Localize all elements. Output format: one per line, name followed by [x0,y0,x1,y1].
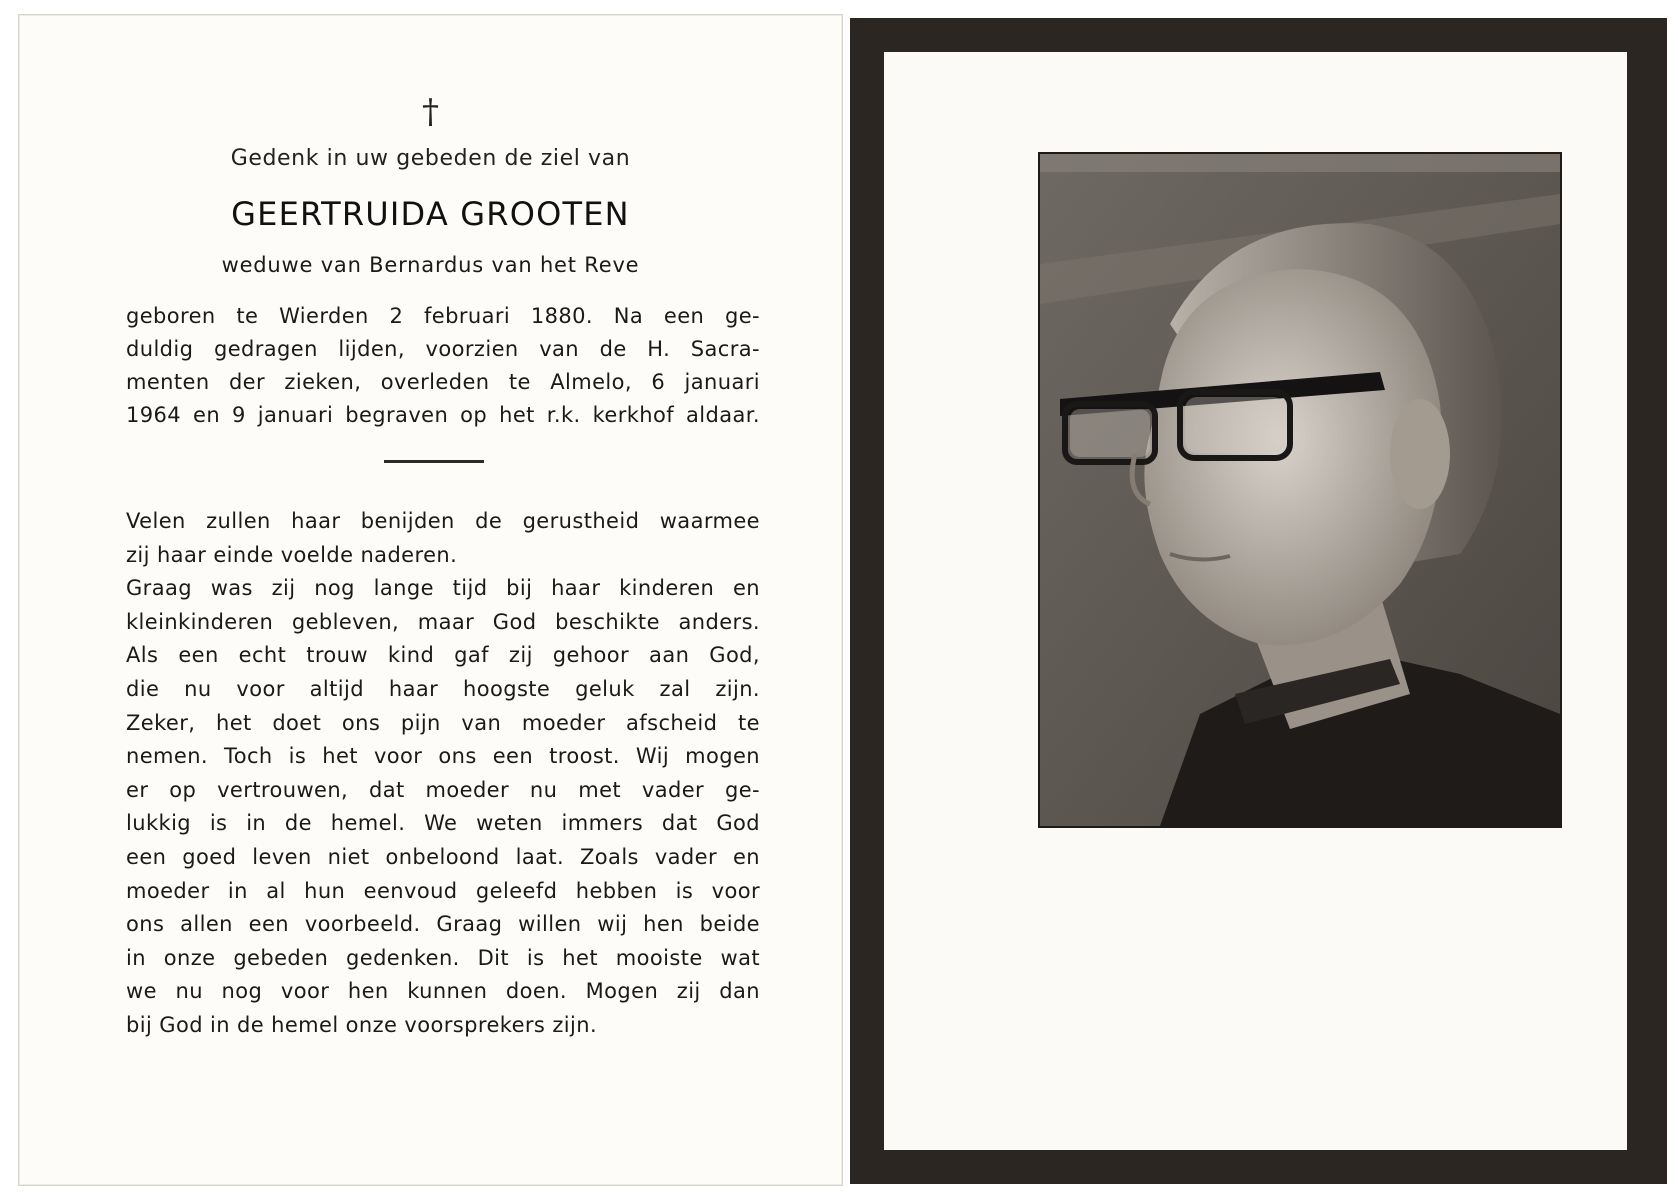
memorial-card-photo-side [850,18,1667,1184]
text-line: bij God in de hemel onze voorsprekers zijn. [126,1012,598,1037]
text-line: lukkig is in de hemel. We weten immers dat God [126,811,760,836]
bio-line: duldig gedragen lijden, voorzien van de H. Sacra- [126,337,760,361]
text-line: kleinkinderen gebleven, maar God beschikte anders. [126,609,760,634]
intro-line: Gedenk in uw gebeden de ziel van [230,146,631,171]
text-line: Zeker, het doet ons pijn van moeder afscheid te [126,710,760,735]
text-line: Graag was zij nog lange tijd bij haar kinderen en [126,576,760,601]
portrait-photo-icon [1040,154,1560,826]
deceased-name: GEERTRUIDA GROOTEN [231,195,630,233]
photo-mat [884,52,1627,1150]
text-line: in onze gebeden gedenken. Dit is het mooiste wat [126,945,760,970]
divider-rule [384,460,484,463]
text-line: Als een echt trouw kind gaf zij gehoor aan God, [126,643,760,668]
text-line: nemen. Toch is het voor ons een troost. Wij mogen [126,744,760,769]
bio-line: menten der zieken, overleden te Almelo, 6 januari [126,370,760,394]
text-line: Velen zullen haar benijden de gerustheid waarmee [126,509,760,533]
memorial-text [126,505,760,1043]
bio-line: geboren te Wierden 2 februari 1880. Na een ge- [126,304,760,328]
text-line: er op vertrouwen, dat moeder nu met vader ge- [126,777,760,802]
biography-paragraph [126,300,760,432]
text-line: een goed leven niet onbeloond laat. Zoals vader en [126,844,760,869]
text-line: die nu voor altijd haar hoogste geluk zal zijn. [126,676,760,701]
text-line: zij haar einde voelde naderen. [126,542,458,567]
text-line: moeder in al hun eenvoud geleefd hebben is voor [126,878,760,903]
portrait-illustration [1040,154,1560,826]
text-line: we nu nog voor hen kunnen doen. Mogen zij dan [126,979,760,1004]
widow-line: weduwe van Bernardus van het Reve [221,253,640,277]
memorial-card-text-side [18,14,843,1186]
text-line: ons allen een voorbeeld. Graag willen wij hen beide [126,912,760,937]
bio-line: 1964 en 9 januari begraven op het r.k. kerkhof aldaar. [126,403,760,427]
cross-icon: † [422,92,439,132]
